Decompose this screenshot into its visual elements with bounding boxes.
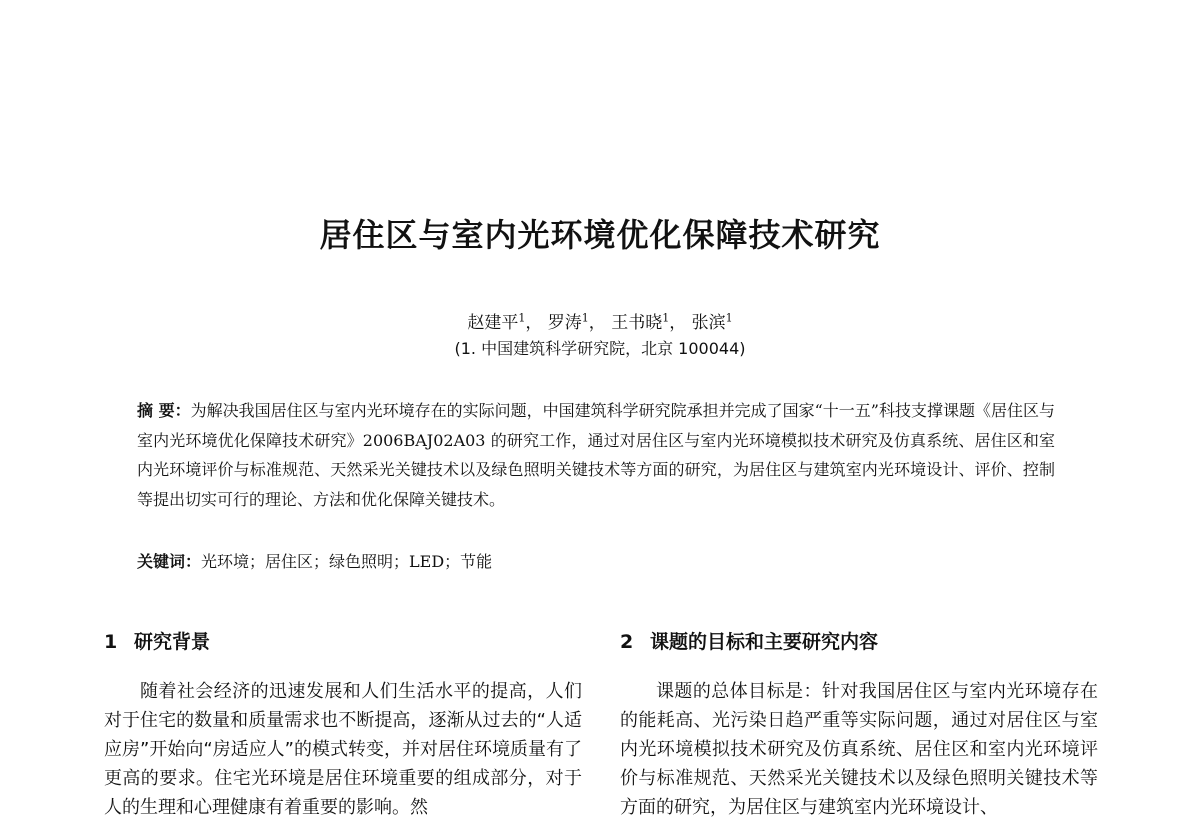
author-affiliation-mark: 1: [518, 311, 526, 325]
paper-title: 居住区与室内光环境优化保障技术研究: [319, 216, 881, 254]
keywords-text: 光环境；居住区；绿色照明；LED；节能: [201, 552, 493, 571]
author: 王书晓: [611, 313, 663, 333]
section-2: [620, 628, 1098, 822]
author-affiliation-mark: 1: [581, 311, 589, 325]
author: 张滨: [691, 313, 726, 333]
abstract: [137, 396, 1055, 514]
keywords-label: 关键词：: [137, 552, 202, 571]
section-1: [104, 628, 582, 822]
section-heading: [620, 628, 1098, 657]
affiliation: (1. 中国建筑科学研究院，北京 100044): [454, 339, 746, 358]
section-paragraph: 课题的总体目标是：针对我国居住区与室内光环境存在的能耗高、光污染日趋严重等实际问题，通过对居住区与室内光环境模拟技术研究及仿真系统、居住区和室内光环境评价与标准规范、天然采光关键技术以及绿色照明关键技术等方面的研究，为居住区与建筑室内光环境设计、: [620, 681, 1098, 818]
keywords: [137, 549, 1055, 572]
author: 罗涛: [547, 313, 582, 333]
author-list: 赵建平$^1$， 罗涛$^1$， 王书晓$^1$， 张滨$^1$: [467, 311, 733, 333]
section-heading: [104, 628, 582, 657]
author-affiliation-mark: 1: [725, 311, 733, 325]
author: 赵建平: [467, 313, 519, 333]
abstract-text: 为解决我国居住区与室内光环境存在的实际问题，中国建筑科学研究院承担并完成了国家“十一五”科技支撑课题《居住区与室内光环境优化保障技术研究》2006BAJ02A03 的研究工作，通过对居住区与室内光环境模拟技术研究及仿真系统、居住区和室内光环境评价与标准规范、天然采光关键技术以及绿色照明关键技术等方面的研究，为居住区与建筑室内光环境设计、评价、控制等提出切实可行的理论、方法和优化保障关键技术。: [137, 401, 1055, 509]
author-affiliation-mark: 1: [662, 311, 670, 325]
section-title: 课题的目标和主要研究内容: [650, 631, 879, 653]
section-number: 2: [620, 631, 634, 653]
abstract-label: 摘 要：: [137, 401, 191, 420]
section-paragraph: 随着社会经济的迅速发展和人们生活水平的提高，人们对于住宅的数量和质量需求也不断提高，逐渐从过去的“人适应房”开始向“房适应人”的模式转变，并对居住环境质量有了更高的要求。住宅光环境是居住环境重要的组成部分，对于人的生理和心理健康有着重要的影响。然: [104, 681, 582, 818]
section-number: 1: [104, 631, 118, 653]
section-title: 研究背景: [134, 631, 211, 653]
